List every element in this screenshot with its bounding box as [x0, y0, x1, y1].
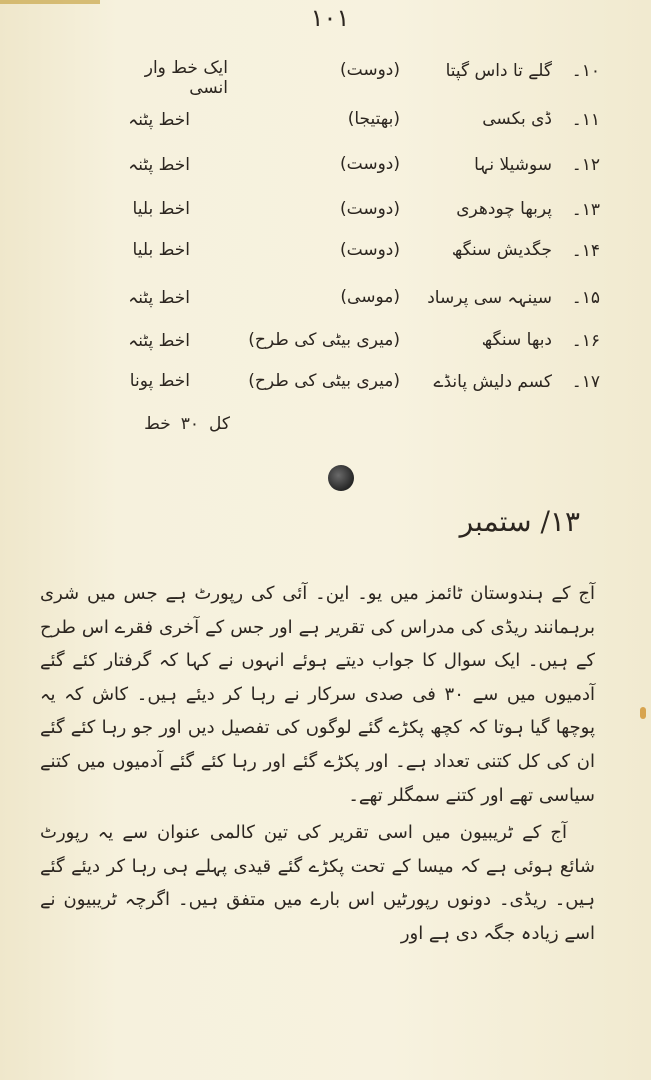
entry-name: گلے تا داس گپتا — [445, 61, 552, 81]
entry-name: جگدیش سنگھ — [451, 240, 552, 260]
entry-letters: اخط بلیا — [132, 240, 190, 260]
entry-relation: (دوست) — [340, 240, 400, 260]
entry-number: ۱۶۔ — [571, 331, 600, 351]
entry-relation: (موسی) — [340, 287, 400, 307]
letters-total — [110, 414, 230, 434]
entry-name: پربھا چودھری — [456, 199, 552, 219]
list-item — [60, 154, 600, 184]
entry-number: ۱۱۔ — [571, 110, 600, 130]
list-item — [60, 240, 600, 270]
entry-letters: اخط پونا — [129, 371, 190, 391]
entry-relation: (بھتیجا) — [347, 109, 400, 129]
entry-letters: اخط بلیا — [132, 199, 190, 219]
page-edge-mark — [640, 707, 646, 719]
list-item — [60, 199, 600, 229]
total-unit: خط — [144, 414, 171, 434]
page-edge-strip — [0, 0, 100, 4]
entry-number: ۱۵۔ — [571, 288, 600, 308]
entry-name: سینہہ سی پرساد — [427, 288, 552, 308]
total-value: ۳۰ — [180, 414, 200, 434]
list-item — [60, 109, 600, 139]
entry-number: ۱۳۔ — [571, 200, 600, 220]
entry-letters: اخط پٹنہ — [128, 110, 190, 130]
entry-number: ۱۷۔ — [571, 372, 600, 392]
entry-letters: اخط پٹنہ — [128, 331, 190, 351]
list-item — [60, 330, 600, 360]
section-divider-dot — [328, 465, 354, 491]
list-item — [60, 60, 600, 90]
entry-name: ڈی بکسی — [482, 109, 552, 129]
entry-letters: اخط پٹنہ — [128, 155, 190, 175]
entry-number: ۱۰۔ — [571, 61, 600, 81]
entry-name: کسم دلیش پانڈے — [433, 372, 552, 392]
entry-number: ۱۴۔ — [571, 241, 600, 261]
page-number: ۱۰۱ — [310, 4, 350, 32]
diary-body — [40, 577, 595, 951]
total-label: کل — [209, 414, 230, 434]
list-item — [60, 287, 600, 317]
entry-relation: (دوست) — [340, 60, 400, 80]
entry-relation: (دوست) — [340, 199, 400, 219]
entry-name: سوشیلا نہا — [474, 155, 552, 175]
entry-letters: اخط پٹنہ — [128, 288, 190, 308]
paragraph: آج کے ٹریبیون میں اسی تقریر کی تین کالمی عنوان سے یہ رپورٹ شائع ہوئی ہے کہ میسا کے تحت پکڑے گئے قیدی پہلے ہی رہا کر دیئے گئے ہیں۔ ریڈی۔ دونوں رپورٹیں اس بارے میں متفق ہیں۔ اگرچہ ٹریبیون نے اسے زیادہ جگہ دی ہے اور — [40, 822, 595, 944]
date-heading: ۱۳/ ستمبر — [459, 505, 580, 538]
list-column-header: ایک خط وار انسی — [144, 58, 228, 98]
entry-name: دبھا سنگھ — [481, 330, 552, 350]
paragraph: آج کے ہندوستان ٹائمز میں یو۔ این۔ آئی کی رپورٹ ہے جس میں شری برہمانند ریڈی کی مدراس کی تقریر ہے اور جس کے آخری فقرے اس طرح کے ہیں۔ ایک سوال کا جواب دیتے ہوئے انہوں نے کہا کہ گرفتار کئے گئے آدمیوں میں سے ۳۰ فی صدی سرکار نے رہا کر دیئے ہیں۔ کاش کہ یہ پوچھا گیا ہوتا کہ کچھ پکڑے گئے لوگوں کی تفصیل دیں اور جو رہا کئے گئے ان کی کل کتنی تعداد ہے۔ اور پکڑے گئے اور رہا کئے گئے آدمیوں میں کتنے سیاسی تھے اور کتنے سمگلر تھے۔ — [40, 583, 595, 806]
entry-relation: (دوست) — [340, 154, 400, 174]
list-item — [60, 371, 600, 401]
entry-number: ۱۲۔ — [571, 155, 600, 175]
entry-relation: (میری بیٹی کی طرح) — [248, 371, 400, 391]
entry-relation: (میری بیٹی کی طرح) — [248, 330, 400, 350]
